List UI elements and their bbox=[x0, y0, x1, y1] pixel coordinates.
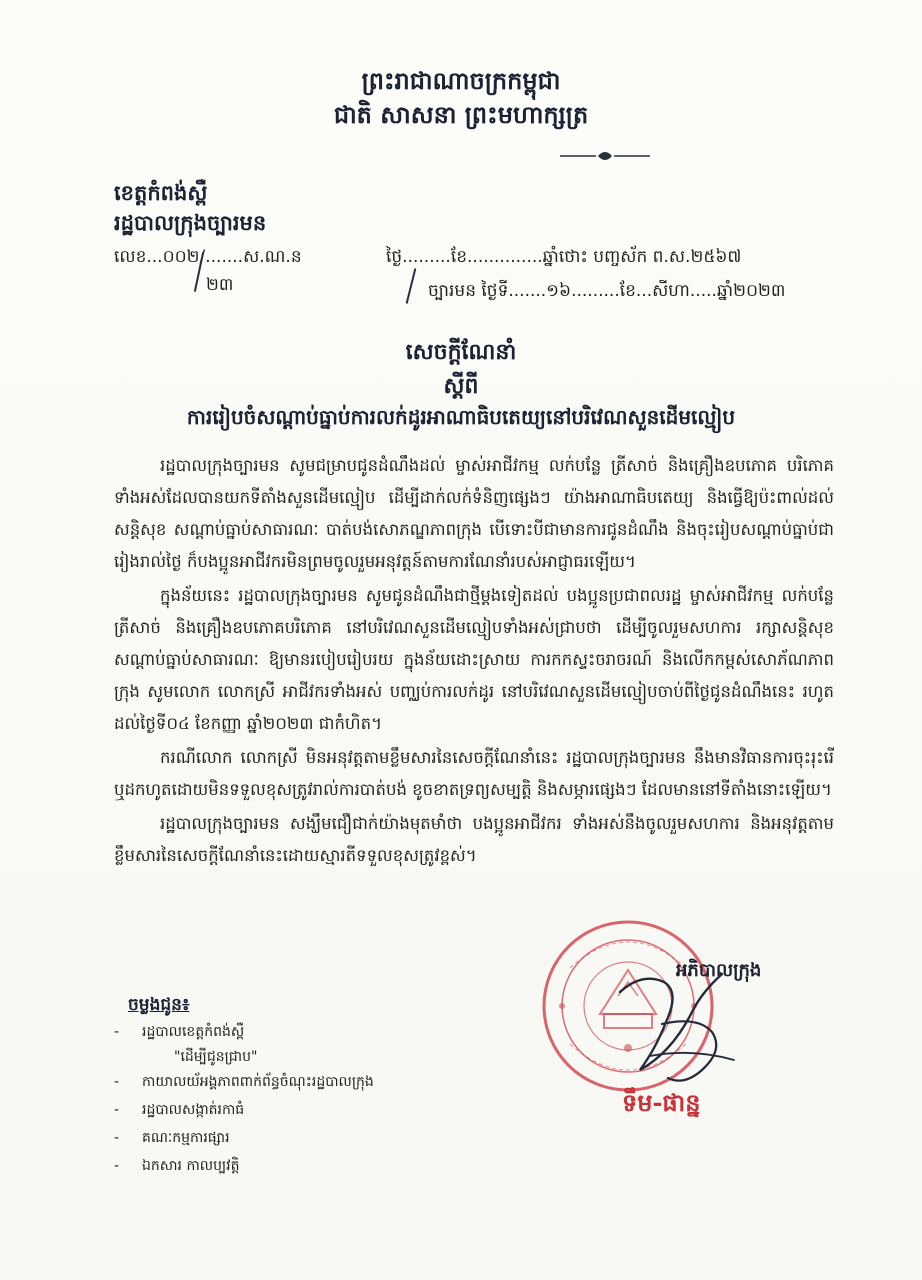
cc-item: - រដ្ឋបាលខេត្តកំពង់ស្ពឺ bbox=[114, 1018, 474, 1046]
lunar-date: ថ្ងៃ.........ខែ..............ឆ្នាំថោះ បញ្ចស័ក ព.ស.២៥៦៧ bbox=[386, 247, 742, 267]
reference-year: ២៣ bbox=[206, 275, 234, 295]
cc-item: - គណៈកម្មការផ្សារ bbox=[114, 1124, 474, 1152]
cc-heading: ចម្លងជូន៖ bbox=[128, 995, 190, 1015]
document-body bbox=[114, 450, 834, 874]
signer-name: ទឹម-ផាន្ន bbox=[622, 1088, 701, 1117]
cc-item: - រដ្ឋបាលសង្កាត់រកាធំ bbox=[114, 1096, 474, 1124]
handwritten-signature-icon bbox=[602, 952, 752, 1092]
signer-title: អភិបាលក្រុង bbox=[676, 960, 762, 981]
cc-item: - ឯកសារ កាលប្បវត្តិ bbox=[114, 1152, 474, 1180]
body-paragraph-1: រដ្ឋបាលក្រុងច្បារមន សូមជម្រាបជូនដំណឹងដល់ ម្ចាស់អាជីវកម្ម លក់បន្លែ ត្រីសាច់ និងគ្រឿងឧបភោគ បរិភោគ ទាំងអស់ដែលបានយកទីតាំងសួនដើមល្មៀប ដើម្បីដាក់លក់ទំនិញផ្សេងៗ យ៉ាងអាណាធិបតេយ្យ និងធ្វើឱ្យប៉ះពាល់ដល់សន្តិសុខ សណ្តាប់ធ្នាប់សាធារណៈ បាត់បង់សោភណ្ឌភាពក្រុង បើទោះបីជាមានការជូនដំណឹង និងចុះរៀបសណ្តាប់ធ្នាប់ជារៀងរាល់ថ្ងៃ ក៏បងប្អូនអាជីវករមិនព្រមចូលរួមអនុវត្តន៍តាមការណែនាំរបស់អាជ្ញាធរឡើយ។ bbox=[114, 456, 834, 571]
body-paragraph-2: ក្នុងន័យនេះ រដ្ឋបាលក្រុងច្បារមន សូមជូនដំណឹងជាថ្មីម្តងទៀតដល់ បងប្អូនប្រជាពលរដ្ឋ ម្ចាស់អាជីវកម្ម លក់បន្លែ ត្រីសាច់ និងគ្រឿងឧបភោគបរិភោគ នៅបរិវេណសួនដើមល្មៀបទាំងអស់ជ្រាបថា ដើម្បីចូលរួមសហការ រក្សាសន្តិសុខ សណ្តាប់ធ្នាប់សាធារណៈ ឱ្យមានរបៀបរៀបរយ ក្នុងន័យដោះស្រាយ ការកកស្ទះចរាចរណ៍ និងលើកកម្ពស់សោភ័ណភាពក្រុង សូមលោក លោកស្រី អាជីវករទាំងអស់ បញ្ឈប់ការលក់ដូរ នៅបរិវេណសួនដើមល្មៀបចាប់ពីថ្ងៃជូនដំណឹងនេះ រហូតដល់ថ្ងៃទី០៤ ខែកញ្ញា ឆ្នាំ២០២៣ ជាកំហិត។ bbox=[114, 586, 834, 733]
cc-item-note: "ដើម្បីជូនជ្រាប" bbox=[174, 1049, 258, 1065]
kingdom-heading: ព្រះរាជាណាចក្រកម្ពុជា bbox=[361, 66, 561, 95]
administration-name: រដ្ឋបាលក្រុងច្បារមន bbox=[114, 210, 267, 235]
cc-list bbox=[114, 1018, 474, 1180]
divider-ornament-icon bbox=[560, 148, 650, 164]
cc-item: - កាយាលយ័អង្គភាពពាក់ព័ន្ធចំណុះរដ្ឋបាលក្រុង bbox=[114, 1068, 474, 1096]
reference-number: លេខ...០០២/.......ស.ណ.ន bbox=[114, 247, 302, 267]
document-subject: ការរៀបចំសណ្តាប់ធ្នាប់ការលក់ដូរអាណាធិបតេយ្យនៅបរិវេណសួនដើមល្មៀប bbox=[186, 405, 736, 429]
province-name: ខេត្តកំពង់ស្ពឺ bbox=[114, 180, 208, 205]
body-paragraph-3: ករណីលោក លោកស្រី មិនអនុវត្តតាមខ្លឹមសារនៃសេចក្តីណែនាំនេះ រដ្ឋបាលក្រុងច្បារមន នឹងមានវិធានការចុះរុះរើ ឬដកហូតដោយមិនទទួលខុសត្រូវរាល់ការបាត់បង់ ខូចខាតទ្រព្យសម្បត្តិ និងសម្ភារផ្សេងៗ ដែលមាននៅទីតាំងនោះឡើយ។ bbox=[114, 748, 834, 799]
national-motto: ជាតិ សាសនា ព្រះមហាក្សត្រ bbox=[333, 100, 589, 129]
document-subject-label: ស្តីពី bbox=[443, 373, 479, 399]
solar-date: ច្បារមន ថ្ងៃទី.......១៦.........ខែ...សីហា.....ឆ្នាំ២០២៣ bbox=[428, 281, 786, 301]
body-paragraph-4: រដ្ឋបាលក្រុងច្បារមន សង្ឃឹមជឿជាក់យ៉ាងមុតមាំថា បងប្អូនអាជីវករ ទាំងអស់នឹងចូលរួមសហការ និងអនុវត្តតាមខ្លឹមសារនៃសេចក្តីណែនាំនេះដោយស្មារតីទទួលខុសត្រូវខ្ពស់។ bbox=[114, 814, 834, 865]
document-type: សេចក្តីណែនាំ bbox=[405, 339, 517, 365]
date-slash bbox=[406, 268, 417, 303]
